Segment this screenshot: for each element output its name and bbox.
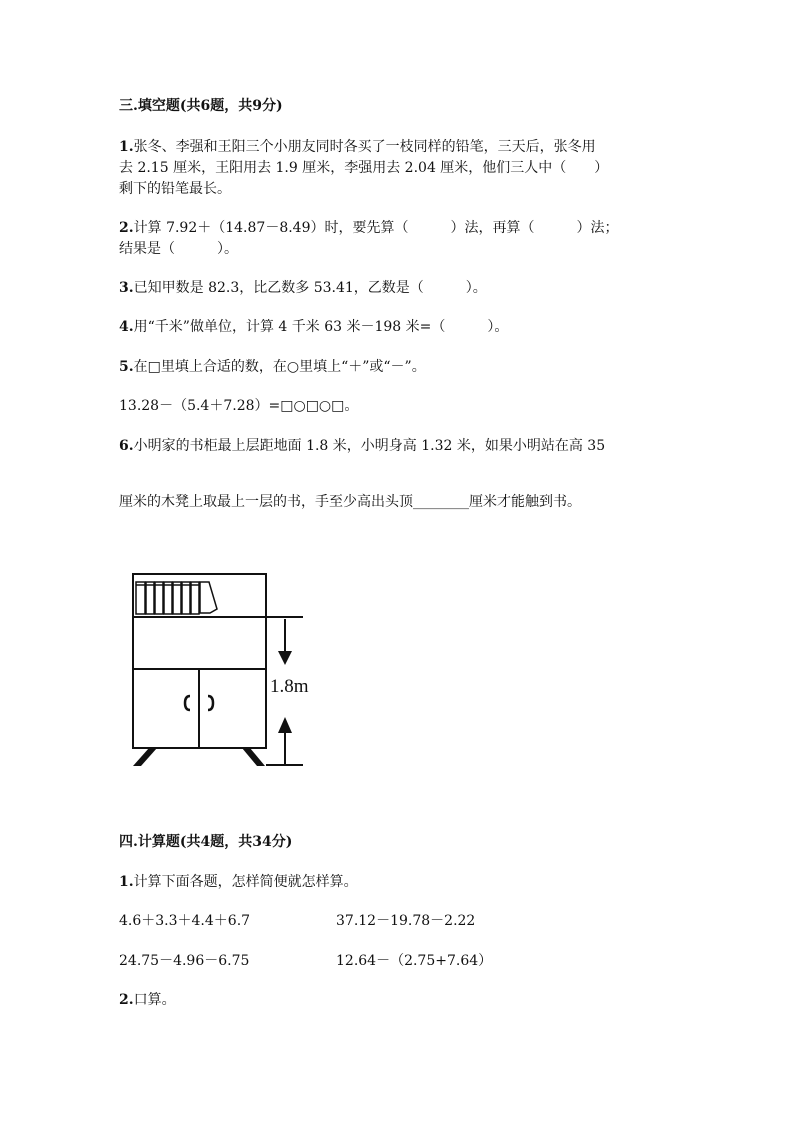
calc-expression: 12.64－（2.75+7.64） <box>336 953 493 969</box>
question-text: 用“千米”做单位，计算 4 千米 63 米－198 米=（ ）。 <box>133 319 509 335</box>
question-text: 计算 7.92＋（14.87－8.49）时，要先算（ ）法，再算（ ）法； <box>133 220 619 236</box>
question-number: 6. <box>119 438 134 454</box>
calc-question-1 <box>119 872 358 892</box>
down-arrow-icon <box>278 651 292 665</box>
question-text: 小明家的书柜最上层距地面 1.8 米，小明身高 1.32 米，如果小明站在高 35 <box>133 438 606 454</box>
question-number: 2. <box>119 992 134 1008</box>
question-number: 1. <box>119 139 134 155</box>
height-label: 1.8m <box>270 676 309 697</box>
question-number: 2. <box>119 220 134 236</box>
question-1-line3: 剩下的铅笔最长。 <box>119 181 231 197</box>
calc-expression: 37.12－19.78－2.22 <box>336 913 476 929</box>
section-title: 三.填空题(共6题，共9分) <box>119 98 283 114</box>
books-icon <box>136 582 217 614</box>
question-text: 计算下面各题，怎样简便就怎样算。 <box>133 874 358 890</box>
question-4 <box>119 317 508 337</box>
calc-question-2 <box>119 990 176 1010</box>
question-text: 口算。 <box>133 992 176 1008</box>
question-number: 4. <box>119 319 134 335</box>
calc-expression: 24.75－4.96－6.75 <box>119 953 250 969</box>
question-number: 1. <box>119 874 134 890</box>
up-arrow-icon <box>278 717 292 733</box>
right-handle-icon <box>208 696 213 710</box>
section-title: 四.计算题(共4题，共34分) <box>119 834 293 850</box>
calc-expression: 4.6＋3.3＋4.4＋6.7 <box>119 913 251 929</box>
right-leg <box>242 748 265 766</box>
left-handle-icon <box>185 696 190 710</box>
bookshelf-figure <box>125 565 335 775</box>
question-6-line1 <box>119 436 605 456</box>
question-text: 已知甲数是 82.3，比乙数多 53.41，乙数是（ ）。 <box>133 280 487 296</box>
question-text: 在□里填上合适的数，在○里填上“＋”或“－”。 <box>133 359 426 375</box>
question-5 <box>119 357 426 377</box>
question-3 <box>119 278 487 298</box>
question-6-line2: 厘米的木凳上取最上一层的书，手至少高出头顶________厘米才能触到书。 <box>119 494 581 510</box>
question-number: 5. <box>119 359 134 375</box>
question-number: 3. <box>119 280 134 296</box>
question-1-line1 <box>119 137 596 157</box>
question-5-expression: 13.28－（5.4＋7.28）=□○□○□。 <box>119 398 359 414</box>
left-leg <box>133 748 157 766</box>
question-2-line2: 结果是（ ）。 <box>119 241 238 257</box>
question-2-line1 <box>119 218 619 238</box>
question-1-line2: 去 2.15 厘米，王阳用去 1.9 厘米，李强用去 2.04 厘米，他们三人中（ ） <box>119 160 609 176</box>
question-text: 张冬、李强和王阳三个小朋友同时各买了一枝同样的铅笔，三天后，张冬用 <box>133 139 596 155</box>
